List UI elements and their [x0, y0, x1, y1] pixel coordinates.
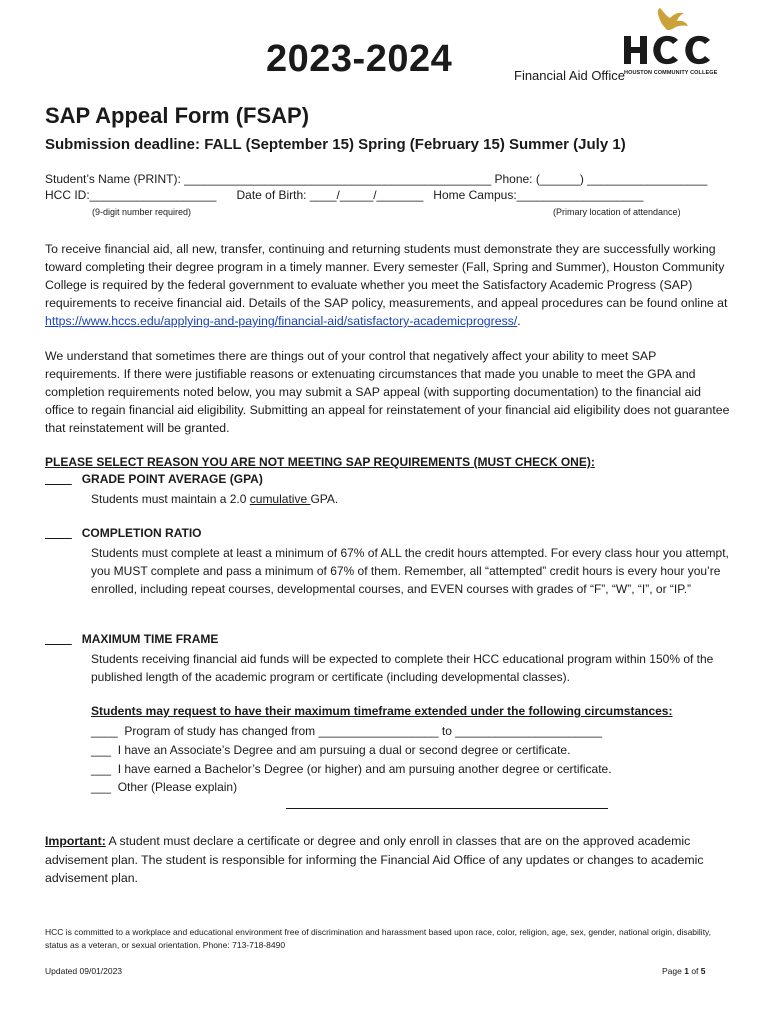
- completion-description: Students must complete at least a minimum of 67% of ALL the credit hours attempted. For every class hour you attempt, you MUST complete and pass a minimum of 67% of them. Remember, all “attempted” credit hours is every hour you’re enrolled, including repeat courses, developmental courses, and EVEN courses with grades of “F”, “W”, “I”, or “IP.”: [91, 546, 729, 596]
- other-explain-line[interactable]: [286, 808, 608, 809]
- page-number: Page 1 of 5: [662, 966, 706, 976]
- important-note: [45, 832, 735, 888]
- max-time-option[interactable]: [45, 632, 218, 646]
- completion-option[interactable]: [45, 526, 202, 540]
- gpa-label: GRADE POINT AVERAGE (GPA): [81, 472, 263, 486]
- intro-text: To receive financial aid, all new, transfer, continuing and returning students must demonstrate they are successfully working toward completing their degree program in a timely manner. Every semester (Fall, Spring and Summer), Houston Community College is required by the federal government to evaluate whether you meet the Satisfactory Academic Progress (SAP) requirements to receive financial aid. Details of the SAP policy, measurements, and appeal procedures can be found online at: [45, 242, 728, 310]
- understand-paragraph: We understand that sometimes there are things out of your control that negatively affect your ability to meet SAP requirements. If there were justifiable reasons or extenuating circumstances that made you unable to meet the GPA and completion requirements noted below, you may submit a SAP appeal (with supporting documentation) to the financial aid office to regain financial aid eligibility. Submitting an appeal for reinstatement of your financial aid eligibility does not guarantee that reinstatement will be granted.: [45, 349, 730, 435]
- completion-checkbox-blank[interactable]: ____: [45, 526, 72, 540]
- intro-end: .: [517, 314, 521, 328]
- gpa-checkbox-blank[interactable]: ____: [45, 472, 72, 486]
- intro-paragraph: [45, 240, 730, 330]
- sap-policy-link[interactable]: https://www.hccs.edu/applying-and-paying/financial-aid/satisfactory-academicprogress/: [45, 314, 518, 328]
- circumstance-item[interactable]: ____ Program of study has changed from __________________ to ______________________: [91, 724, 603, 738]
- hcc-logo-graphic: [622, 6, 728, 72]
- important-label: Important:: [45, 834, 106, 848]
- circumstance-item[interactable]: ___ Other (Please explain): [91, 780, 238, 794]
- campus-note: (Primary location of attendance): [553, 207, 681, 217]
- nondiscrimination-footer: HCC is committed to a workplace and educational environment free of discrimination and harassment based upon race, color, religion, age, sex, gender, national origin, disability, status as a veteran, or sexual orientation. Phone: 713-718-8490: [45, 927, 712, 950]
- id-dob-campus-line[interactable]: HCC ID:___________________ Date of Birth: ____/_____/_______ Home Campus:___________________: [45, 188, 644, 202]
- circumstance-item[interactable]: ___ I have an Associate’s Degree and am pursuing a dual or second degree or certificate.: [91, 743, 571, 757]
- completion-label: COMPLETION RATIO: [81, 526, 202, 540]
- important-text: A student must declare a certificate or degree and only enroll in classes that are on the approved academic advisement plan. The student is responsible for informing the Financial Aid Office of any updates or changes to academic advisement plan.: [45, 834, 704, 885]
- gpa-option[interactable]: [45, 472, 263, 486]
- hcc-logo: [622, 6, 728, 82]
- updated-date: Updated 09/01/2023: [45, 966, 123, 976]
- max-time-description: Students receiving financial aid funds will be expected to complete their HCC educational program within 150% of the published length of the academic program or certificate (including developmental classes).: [91, 652, 714, 684]
- gpa-description: Students must maintain a 2.0 cumulative GPA.: [91, 492, 339, 506]
- max-time-label: MAXIMUM TIME FRAME: [81, 632, 219, 646]
- select-reason-heading: PLEASE SELECT REASON YOU ARE NOT MEETING SAP REQUIREMENTS (MUST CHECK ONE):: [45, 455, 595, 469]
- circumstance-item[interactable]: ___ I have earned a Bachelor’s Degree (or higher) and am pursuing another degree or certificate.: [91, 762, 612, 776]
- form-year: 2023-2024: [266, 38, 453, 80]
- submission-deadline: Submission deadline: FALL (September 15) Spring (February 15) Summer (July 1): [45, 136, 626, 153]
- id-note: (9-digit number required): [92, 207, 192, 217]
- logo-subtext: HOUSTON COMMUNITY COLLEGE: [624, 70, 718, 76]
- office-name: Financial Aid Office: [514, 68, 626, 83]
- form-title: SAP Appeal Form (FSAP): [45, 103, 310, 128]
- circumstances-heading: Students may request to have their maximum timeframe extended under the following circumstances:: [91, 704, 673, 718]
- max-time-checkbox-blank[interactable]: ____: [45, 632, 72, 646]
- student-name-phone-line[interactable]: Student’s Name (PRINT): ______________________________________________ Phone: (______) __________________: [45, 172, 708, 186]
